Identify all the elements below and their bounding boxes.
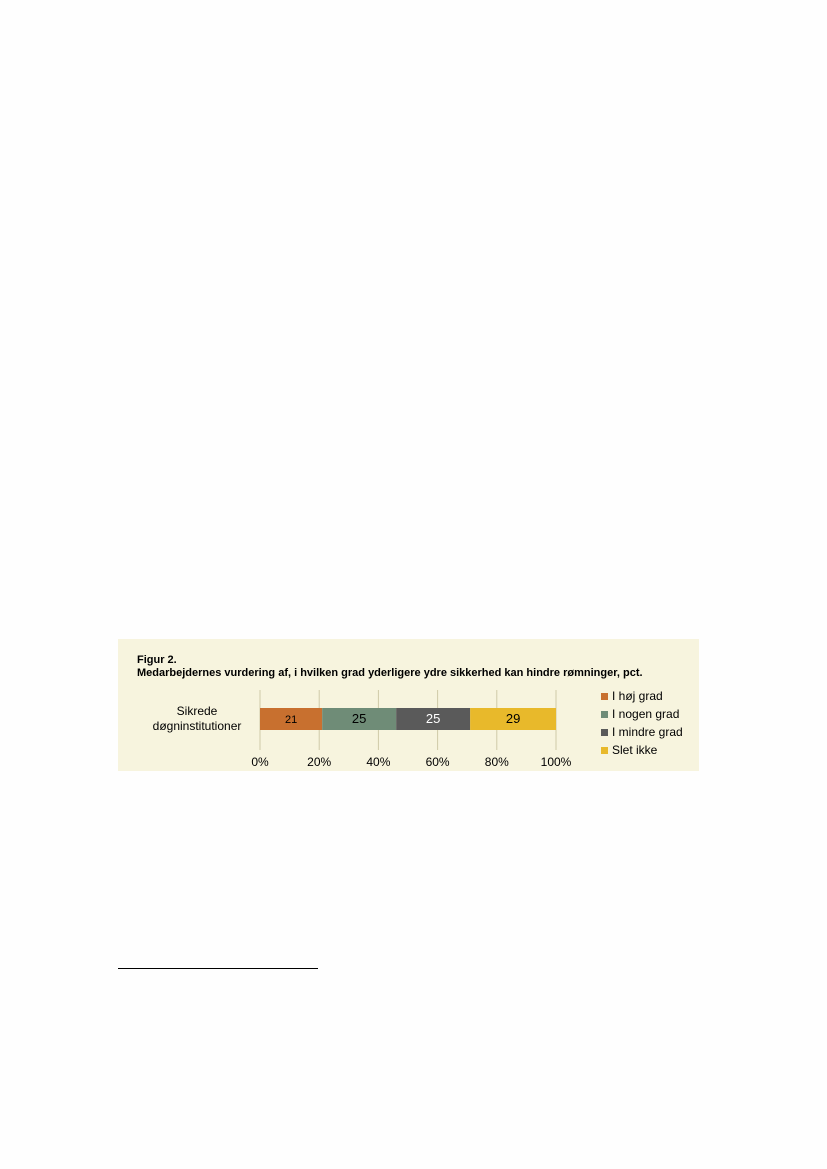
- legend-item: [601, 705, 683, 723]
- x-tick-label: 40%: [366, 755, 391, 769]
- figure-title: Medarbejdernes vurdering af, i hvilken grad yderligere ydre sikkerhed kan hindre rømninger, pct.: [137, 667, 643, 679]
- figure-box: [118, 639, 699, 771]
- category-label-line2: døgninstitutioner: [152, 719, 242, 733]
- legend-item: [601, 741, 683, 759]
- legend-swatch: [601, 729, 608, 736]
- data-label: 25: [425, 711, 441, 726]
- x-tick-label: 20%: [307, 755, 332, 769]
- legend-swatch: [601, 711, 608, 718]
- x-tick-label: 60%: [425, 755, 450, 769]
- legend-item: [601, 723, 683, 741]
- data-label: 29: [505, 711, 521, 726]
- x-tick-label: 100%: [540, 755, 572, 769]
- x-tick-label: 0%: [251, 755, 269, 769]
- legend-swatch: [601, 693, 608, 700]
- legend: [601, 687, 683, 759]
- legend-label: I mindre grad: [612, 725, 683, 739]
- category-label-line1: Sikrede: [176, 704, 218, 718]
- data-label: 25: [351, 711, 367, 726]
- legend-item: [601, 687, 683, 705]
- legend-label: I høj grad: [612, 689, 663, 703]
- legend-label: Slet ikke: [612, 743, 658, 757]
- legend-swatch: [601, 747, 608, 754]
- data-label: 21: [284, 714, 298, 726]
- legend-label: I nogen grad: [612, 707, 680, 721]
- x-tick-label: 80%: [484, 755, 509, 769]
- footnote-rule: [118, 968, 318, 969]
- figure-label: Figur 2.: [137, 654, 177, 666]
